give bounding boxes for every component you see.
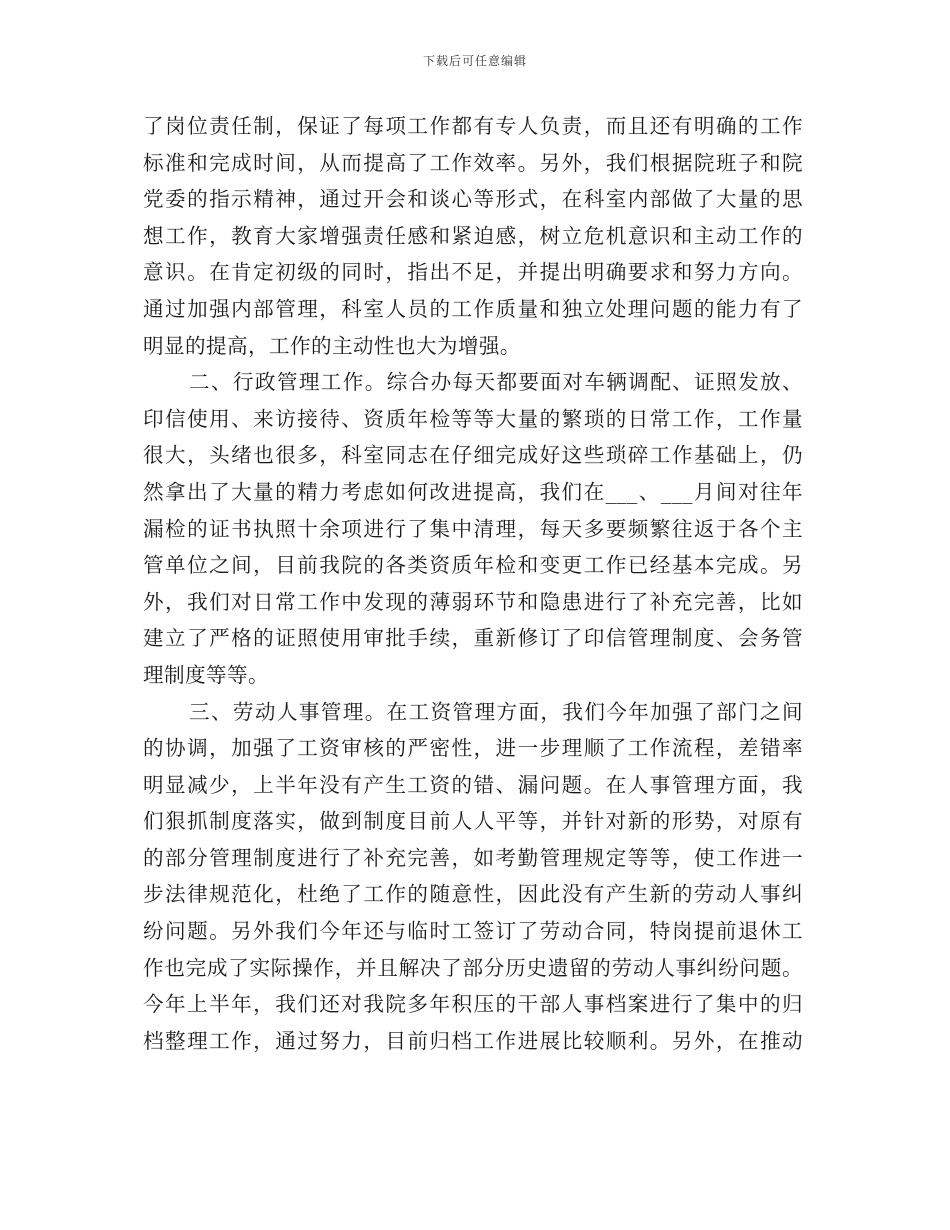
text-line: 今年上半年，我们还对我院多年积压的干部人事档案进行了集中的归 xyxy=(143,992,803,1017)
text-line: 了岗位责任制，保证了每项工作都有专人负责，而且还有明确的工作 xyxy=(143,114,803,138)
text-line: 意识。在肯定初级的同时，指出不足，并提出明确要求和努力方向。 xyxy=(143,260,803,285)
text-line: 理制度等等。 xyxy=(143,662,269,687)
section-heading-line: 三、劳动人事管理。在工资管理方面，我们今年加强了部门之间 xyxy=(189,699,803,724)
text-line: 党委的指示精神，通过开会和谈心等形式，在科室内部做了大量的思 xyxy=(143,187,803,212)
document-body xyxy=(143,108,803,1059)
text-line: 档整理工作，通过努力，目前归档工作进展比较顺利。另外，在推动 xyxy=(143,1028,803,1053)
text-line: 的部分管理制度进行了补充完善，如考勤管理规定等等，使工作进一 xyxy=(143,845,803,870)
text-line: 想工作，教育大家增强责任感和紧迫感，树立危机意识和主动工作的 xyxy=(143,223,803,248)
text-line: 漏检的证书执照十余项进行了集中清理，每天多要频繁往返于各个主 xyxy=(143,516,803,541)
text-line: 标准和完成时间，从而提高了工作效率。另外，我们根据院班子和院 xyxy=(143,150,803,175)
text-line: 外，我们对日常工作中发现的薄弱环节和隐患进行了补充完善，比如 xyxy=(143,589,803,614)
text-line: 纷问题。另外我们今年还与临时工签订了劳动合同，特岗提前退休工 xyxy=(143,919,803,944)
text-line: 明显减少，上半年没有产生工资的错、漏问题。在人事管理方面，我 xyxy=(143,772,803,797)
text-line: 建立了严格的证照使用审批手续，重新修订了印信管理制度、会务管 xyxy=(143,626,803,651)
text-line: 明显的提高，工作的主动性也大为增强。 xyxy=(143,333,521,358)
text-line: 管单位之间，目前我院的各类资质年检和变更工作已经基本完成。另 xyxy=(143,553,803,578)
text-line: 印信使用、来访接待、资质年检等等大量的繁琐的日常工作，工作量 xyxy=(143,406,803,431)
text-line: 步法律规范化，杜绝了工作的随意性，因此没有产生新的劳动人事纠 xyxy=(143,882,803,907)
text-line: 作也完成了实际操作，并且解决了部分历史遗留的劳动人事纠纷问题。 xyxy=(143,955,803,980)
text-line: 的协调，加强了工资审核的严密性，进一步理顺了工作流程，差错率 xyxy=(143,736,803,761)
text-line: 很大，头绪也很多，科室同志在仔细完成好这些琐碎工作基础上，仍 xyxy=(143,443,803,468)
text-line: 通过加强内部管理，科室人员的工作质量和独立处理问题的能力有了 xyxy=(143,296,803,321)
text-line: 然拿出了大量的精力考虑如何改进提高，我们在___、___月间对往年 xyxy=(143,479,803,504)
section-heading-line: 二、行政管理工作。综合办每天都要面对车辆调配、证照发放、 xyxy=(189,370,803,395)
text-line: 们狠抓制度落实，做到制度目前人人平等，并针对新的形势，对原有 xyxy=(143,809,803,834)
page-header: 下载后可任意编辑 xyxy=(422,54,527,68)
